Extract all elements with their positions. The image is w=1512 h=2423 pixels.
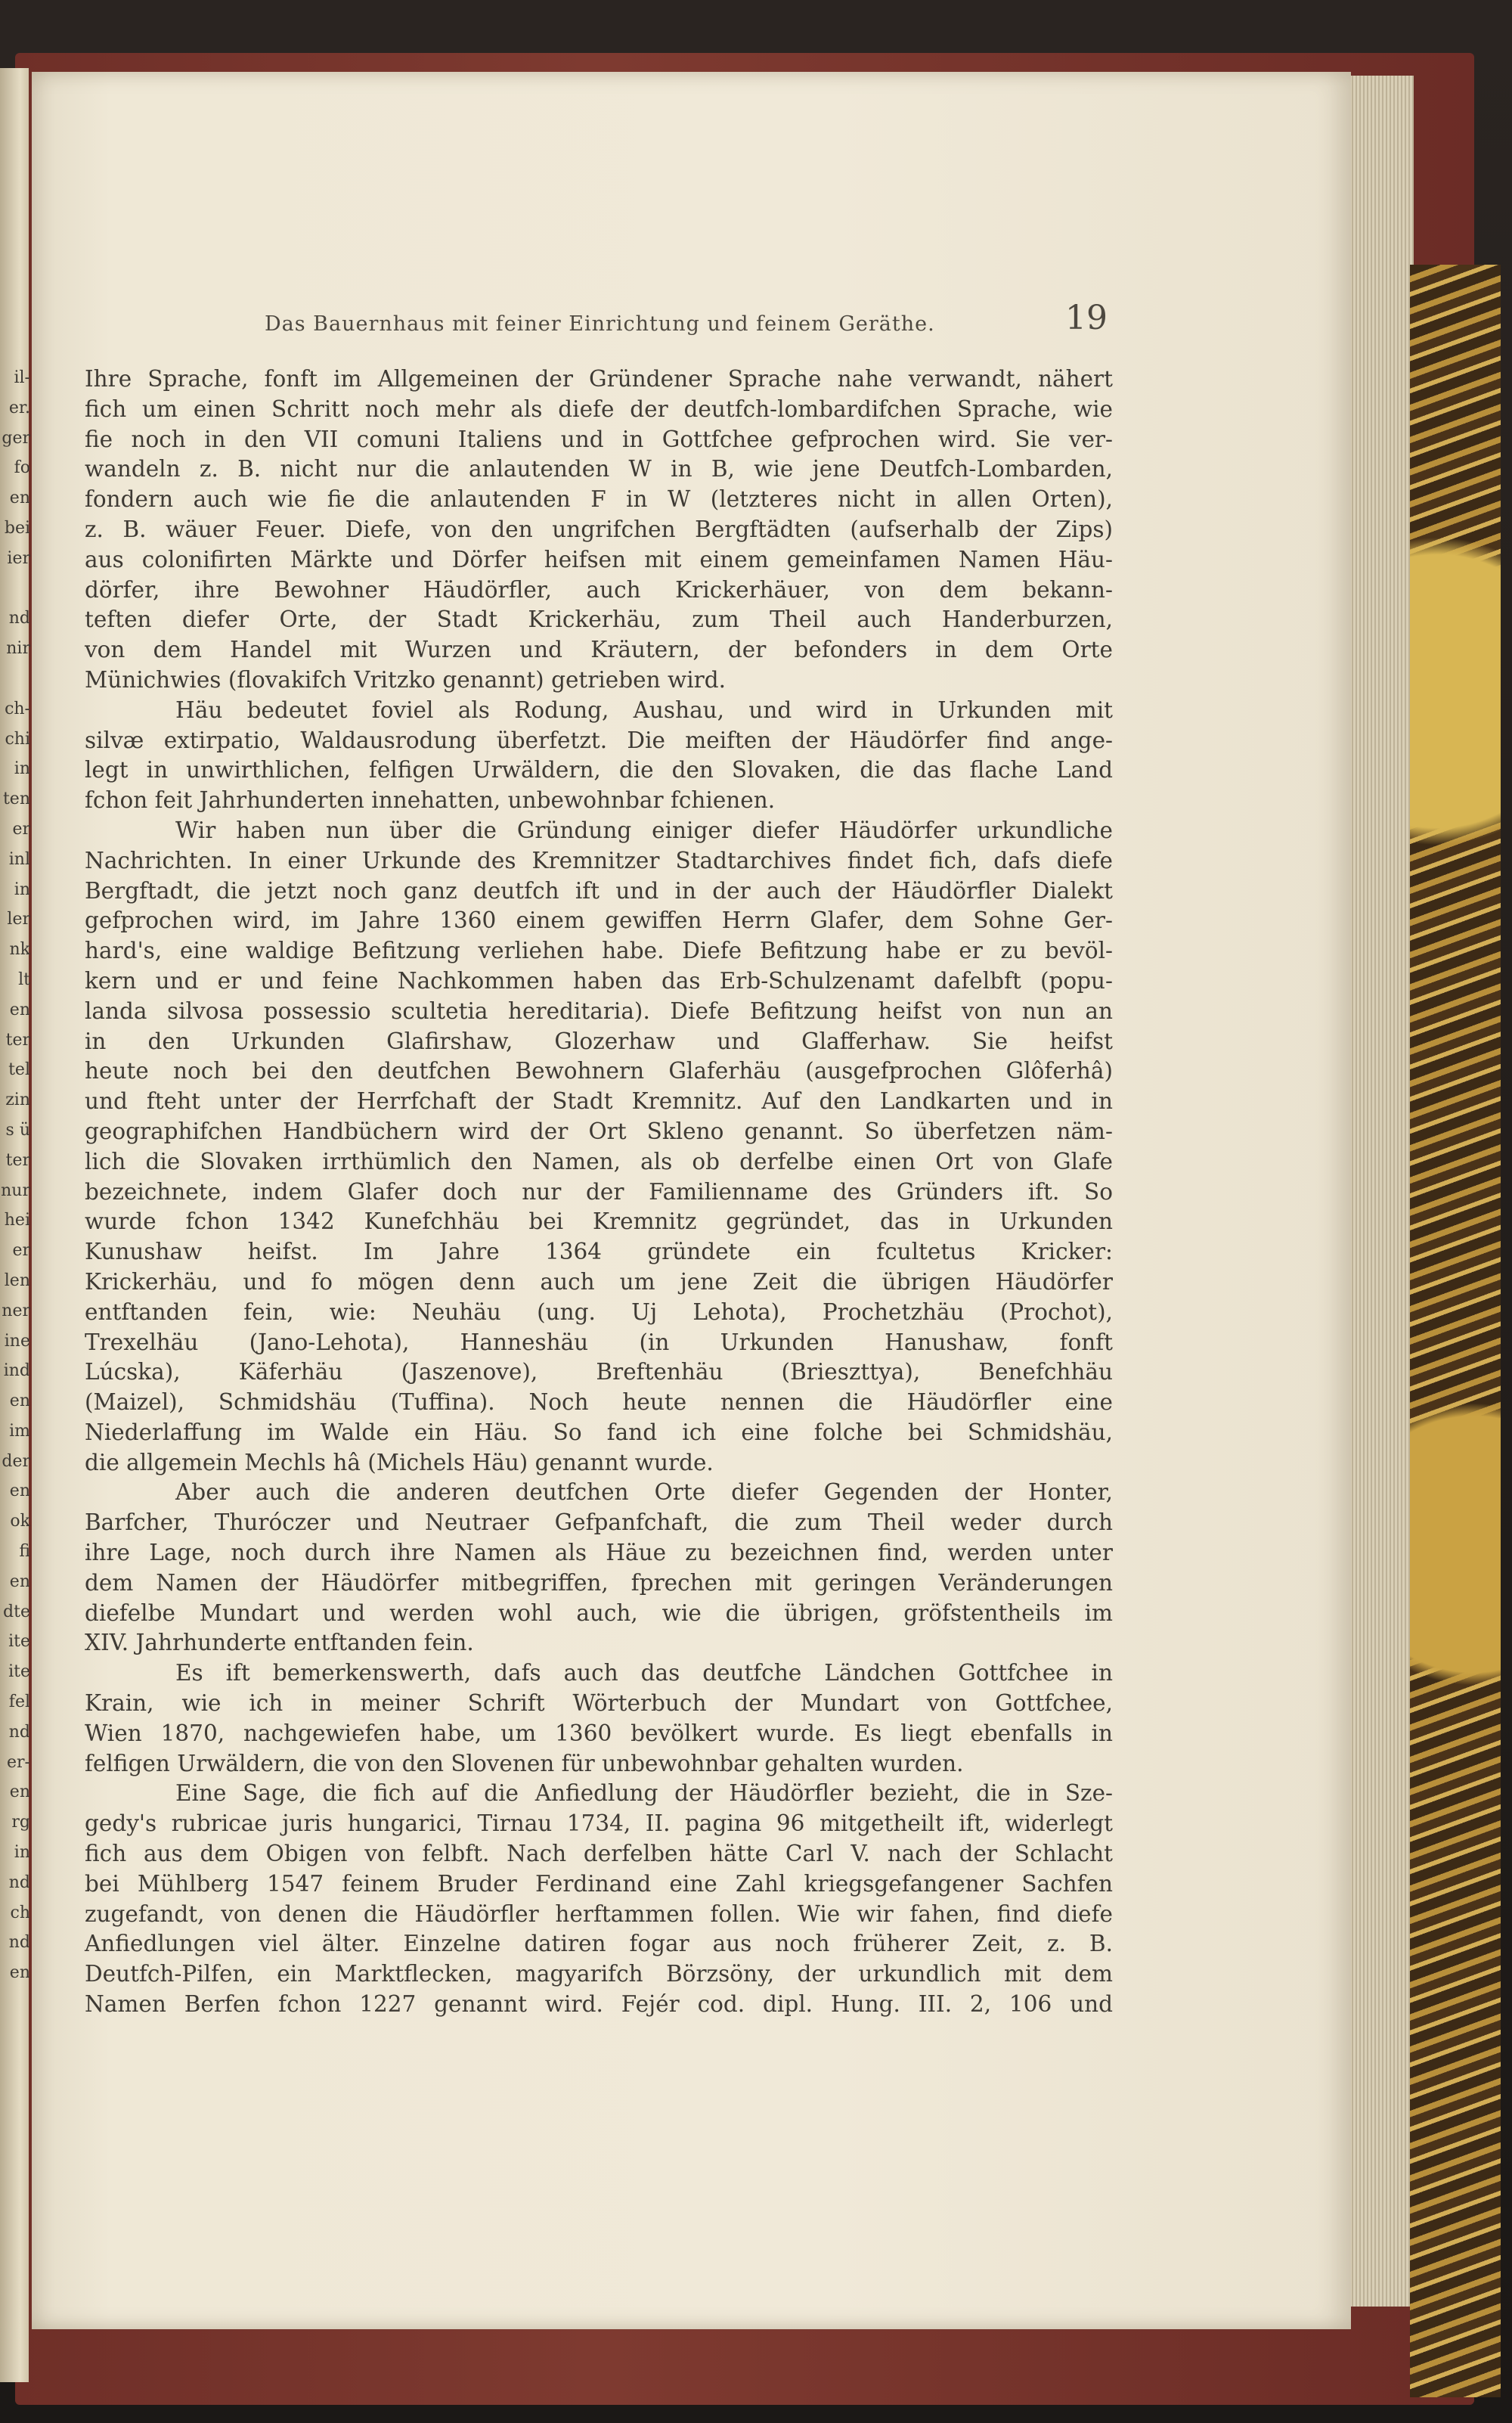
- left-page-stub: nd: [8, 1872, 30, 1892]
- text-line: gefprochen wird, im Jahre 1360 einem gewiffen Herrn Glafer, dem Sohne Ger-: [85, 907, 1113, 934]
- text-line: kern und er und feine Nachkommen haben das Erb-Schulzenamt dafelbft (popu-: [85, 967, 1113, 994]
- left-page-stub: ter: [5, 1150, 30, 1170]
- left-page-stub: er.: [8, 398, 30, 417]
- running-title: Das Bauernhaus mit feiner Einrichtung und feinem Geräthe.: [265, 312, 935, 336]
- text-line: Ihre Sprache, fonft im Allgemeinen der Gründener Sprache nahe verwandt, nähert: [85, 366, 1113, 392]
- text-line: Trexelhäu (Jano-Lehota), Hanneshäu (in Urkunden Hanushaw, fonft: [85, 1329, 1113, 1355]
- left-page-stub: ite: [8, 1662, 30, 1682]
- text-line: Bergftadt, die jetzt noch ganz deutfch ift und in der auch der Häudörfler Dialekt: [85, 877, 1113, 904]
- left-page-stub: nk: [9, 940, 30, 960]
- left-page-stub: fo: [14, 458, 30, 478]
- text-line: fich aus dem Obigen von felbft. Nach derfelben hätte Carl V. nach der Schlacht: [85, 1841, 1113, 1867]
- left-page-stub: lt: [18, 970, 30, 989]
- text-line: Nachrichten. In einer Urkunde des Kremnitzer Stadtarchives findet fich, dafs diefe: [85, 847, 1113, 873]
- text-line: entftanden fein, wie: Neuhäu (ung. Uj Lehota), Prochetzhäu (Prochot),: [85, 1298, 1113, 1325]
- text-line: Eine Sage, die fich auf die Anfiedlung der Häudörfler bezieht, die in Sze-: [175, 1780, 1113, 1807]
- text-line: Kunushaw heifst. Im Jahre 1364 gründete ein fcultetus Kricker:: [85, 1239, 1113, 1265]
- text-line: bezeichnete, indem Glafer doch nur der Familienname des Gründers ift. So: [85, 1178, 1113, 1205]
- left-page-stub: s ü: [5, 1120, 30, 1140]
- left-page-stub: bei: [4, 518, 30, 538]
- left-page-text-stubs: [0, 363, 32, 1988]
- text-line: legt in unwirthlichen, felfigen Urwäldern, die den Slovaken, die das flache Land: [85, 757, 1113, 783]
- text-line: Namen Berfen fchon 1227 genannt wird. Fejér cod. dipl. Hung. III. 2, 106 und: [85, 1991, 1113, 2018]
- left-page-stub: en: [9, 1000, 30, 1019]
- text-line: XIV. Jahrhunderte entftanden fein.: [85, 1630, 474, 1656]
- text-line: dem Namen der Häudörfer mitbegriffen, fprechen mit geringen Veränderungen: [85, 1569, 1113, 1596]
- text-line: dörfer, ihre Bewohner Häudörfler, auch Krickerhäuer, von dem bekann-: [85, 576, 1113, 603]
- text-line: hard's, eine waldige Befitzung verliehen habe. Diefe Befitzung habe er zu bevöl-: [85, 938, 1113, 964]
- left-page-stub: in: [14, 1843, 30, 1863]
- page-header: [265, 299, 1108, 344]
- text-line: geographifchen Handbüchern wird der Ort Skleno genannt. So überfetzen näm-: [85, 1118, 1113, 1144]
- left-page-stub: zin: [5, 1091, 30, 1110]
- left-page-stub: il-: [14, 368, 30, 387]
- left-page-stub: chi: [5, 729, 30, 749]
- left-page-stub: nd: [8, 1722, 30, 1742]
- left-page-stub: nd: [8, 1933, 30, 1953]
- left-page-stub: ok: [10, 1512, 30, 1531]
- left-page-stub: nir: [6, 639, 30, 659]
- left-page-stub: ler: [7, 910, 30, 929]
- text-line: bei Mühlberg 1547 feinem Bruder Ferdinand eine Zahl kriegsgefangener Sachfen: [85, 1870, 1113, 1897]
- text-line: silvæ extirpatio, Waldausrodung überfetzt. Die meiften der Häudörfer find ange-: [85, 727, 1113, 753]
- text-line: gedy's rubricae juris hungarici, Tirnau 1734, II. pagina 96 mitgetheilt ift, widerlegt: [85, 1810, 1113, 1837]
- text-line: (Maizel), Schmidshäu (Tuffina). Noch heute nennen die Häudörfler eine: [85, 1389, 1113, 1416]
- text-line: Niederlaffung im Walde ein Häu. So fand ich eine folche bei Schmidshäu,: [85, 1419, 1113, 1445]
- left-page-stub: en: [9, 1782, 30, 1802]
- text-line: Es ift bemerkenswerth, dafs auch das deutfche Ländchen Gottfchee in: [175, 1660, 1113, 1686]
- left-page-stub: der: [2, 1451, 30, 1471]
- left-page-stub: fel: [8, 1692, 30, 1712]
- left-page-stub: nur: [1, 1180, 30, 1200]
- left-page-stub: en: [9, 489, 30, 508]
- text-line: fondern auch wie fie die anlautenden F in W (letzteres nicht in allen Orten),: [85, 486, 1113, 513]
- left-page-stub: er: [12, 1241, 30, 1261]
- body-text: [85, 365, 1113, 2020]
- text-line: Münichwies (flovakifch Vritzko genannt) getrieben wird.: [85, 666, 727, 693]
- text-line: aus colonifirten Märkte und Dörfer heifsen mit einem gemeinfamen Namen Häu-: [85, 546, 1113, 572]
- left-page-stub: ner: [2, 1301, 30, 1320]
- text-line: wandeln z. B. nicht nur die anlautenden W in B, wie jene Deutfch-Lombarden,: [85, 456, 1113, 482]
- left-page-stub: im: [9, 1421, 30, 1441]
- text-line: Barfcher, Thuróczer und Neutraer Gefpanfchaft, die zum Theil weder durch: [85, 1509, 1113, 1536]
- left-page-stub: ier: [7, 548, 30, 568]
- left-page-stub: hei: [4, 1211, 30, 1230]
- text-line: heute noch bei den deutfchen Bewohnern Glaferhäu (ausgefprochen Glôferhâ): [85, 1058, 1113, 1084]
- text-line: ihre Lage, noch durch ihre Namen als Häue zu bezeichnen find, werden unter: [85, 1540, 1113, 1566]
- text-line: wurde fchon 1342 Kunefchhäu bei Kremnitz gegründet, das in Urkunden: [85, 1208, 1113, 1235]
- text-line: felfigen Urwäldern, die von den Slovenen für unbewohnbar gehalten wurden.: [85, 1750, 964, 1776]
- text-line: Wir haben nun über die Gründung einiger diefer Häudörfer urkundliche: [175, 817, 1113, 843]
- text-line: in den Urkunden Glafirshaw, Glozerhaw und Glafferhaw. Sie heifst: [85, 1028, 1113, 1054]
- left-page-stub: [0, 574, 32, 604]
- text-line: z. B. wäuer Feuer. Diefe, von den ungrifchen Bergftädten (aufserhalb der Zips): [85, 516, 1113, 542]
- left-page-stub: er: [12, 819, 30, 839]
- left-page-stub: er-: [7, 1752, 30, 1772]
- left-page-stub: inl: [8, 849, 30, 869]
- text-line: Häu bedeutet foviel als Rodung, Aushau, und wird in Urkunden mit: [175, 696, 1113, 723]
- text-line: landa silvosa possessio scultetia hereditaria). Diefe Befitzung heifst von nun an: [85, 997, 1113, 1024]
- text-line: Wien 1870, nachgewiefen habe, um 1360 bevölkert wurde. Es liegt ebenfalls in: [85, 1720, 1113, 1746]
- left-page-stub: rg: [11, 1813, 30, 1832]
- left-page-stub: [0, 664, 32, 694]
- left-page-stub: tel: [8, 1060, 30, 1080]
- text-line: fich um einen Schritt noch mehr als diefe der deutfch-lombardifchen Sprache, wie: [85, 396, 1113, 422]
- text-line: Aber auch die anderen deutfchen Orte diefer Gegenden der Honter,: [175, 1479, 1113, 1506]
- text-line: fchon feit Jahrhunderten innehatten, unbewohnbar fchienen.: [85, 787, 776, 814]
- left-page-stub: in: [14, 880, 30, 899]
- text-line: diefelbe Mundart und werden wohl auch, wie die übrigen, gröfstentheils im: [85, 1599, 1113, 1626]
- left-page-stub: ite: [8, 1632, 30, 1652]
- text-line: fie noch in den VII comuni Italiens und in Gottfchee gefprochen wird. Sie ver-: [85, 426, 1113, 452]
- left-page-stub: en: [9, 1481, 30, 1501]
- left-page-stub: ch: [10, 1903, 30, 1922]
- left-page-stub: ine: [4, 1331, 30, 1351]
- left-page-stub: len: [4, 1270, 30, 1290]
- text-line: lich die Slovaken irrthümlich den Namen, als ob derfelbe einen Ort von Glafe: [85, 1148, 1113, 1174]
- page-number: 19: [1065, 299, 1108, 337]
- text-line: teften diefer Orte, der Stadt Krickerhäu, zum Theil auch Handerburzen,: [85, 607, 1113, 633]
- text-line: von dem Handel mit Wurzen und Kräutern, der befonders in dem Orte: [85, 637, 1113, 663]
- text-line: zugefandt, von denen die Häudörfler herftammen follen. Wie wir fahen, find diefe: [85, 1900, 1113, 1927]
- text-line: Krain, wie ich in meiner Schrift Wörterbuch der Mundart von Gottfchee,: [85, 1690, 1113, 1717]
- marbled-edge: [1410, 265, 1501, 2397]
- text-line: die allgemein Mechls hâ (Michels Häu) genannt wurde.: [85, 1449, 714, 1475]
- left-page-stub: ind: [3, 1361, 30, 1381]
- left-page-stub: en: [9, 1571, 30, 1591]
- left-page-stub: ten: [2, 790, 30, 809]
- text-line: Krickerhäu, und fo mögen denn auch um jene Zeit die übrigen Häudörfer: [85, 1268, 1113, 1295]
- left-page-stub: ter: [5, 1030, 30, 1050]
- text-line: Lúcska), Käferhäu (Jaszenove), Breftenhäu (Brieszttya), Benefchhäu: [85, 1359, 1113, 1385]
- left-page-stub: nd: [8, 609, 30, 628]
- left-page-stub: ch-: [5, 699, 30, 718]
- left-page-stub: en: [9, 1963, 30, 1983]
- left-page-stub: fi: [19, 1542, 30, 1562]
- text-line: und fteht unter der Herrfchaft der Stadt Kremnitz. Auf den Landkarten und in: [85, 1088, 1113, 1115]
- left-page-stub: en: [9, 1391, 30, 1411]
- text-line: Anfiedlungen viel älter. Einzelne datiren fogar aus noch früherer Zeit, z. B.: [85, 1931, 1113, 1957]
- text-line: Deutfch-Pilfen, ein Marktflecken, magyarifch Börzsöny, der urkundlich mit dem: [85, 1961, 1113, 1987]
- left-page-stub: in: [14, 759, 30, 779]
- left-page-stub: ger: [2, 428, 30, 448]
- left-page-stub: dte: [3, 1602, 30, 1621]
